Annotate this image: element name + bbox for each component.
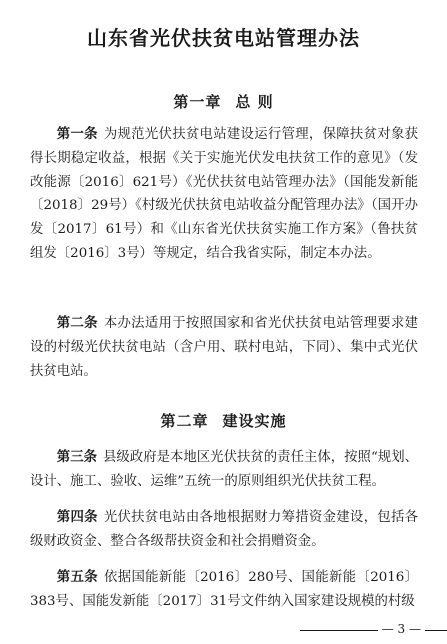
chapter-label: 第二章 (160, 412, 209, 430)
article-5 (30, 566, 418, 614)
article-2 (30, 312, 418, 383)
chapter-heading-1 (0, 91, 447, 112)
article-3 (30, 446, 418, 494)
article-text: 县级政府是本地区光伏扶贫的责任主体，按照“规划、设计、施工、验收、运维”五统一的原则组织光伏扶贫工程。 (30, 450, 418, 489)
article-label: 第二条 (56, 315, 98, 331)
article-1 (30, 123, 418, 266)
article-text: 本办法适用于按照国家和省光伏扶贫电站管理要求建设的村级光伏扶贫电站（含户用、联村电站，下同）、集中式光伏扶贫电站。 (30, 316, 419, 379)
article-text: 光伏扶贫电站由各地根据财力筹措资金建设，包括各级财政资金、整合各级帮扶资金和社会捐赠资金。 (30, 510, 419, 549)
article-text: 为规范光伏扶贫电站建设运行管理，保障扶贫对象获得长期稳定收益，根据《关于实施光伏发电扶贫工作的意见》（发改能源〔2016〕621号）《光伏扶贫电站管理办法》（国能发新能〔2018〕29号）《村级光伏扶贫电站收益分配管理办法》（国开办发〔2017〕61号）和《山东省光伏扶贫实施工作方案》（鲁扶贫组发〔2016〕3号）等规定，结合我省实际，制定本办法。 (30, 127, 419, 261)
chapter-name: 建设实施 (222, 412, 287, 430)
chapter-heading-2 (0, 410, 447, 431)
chapter-label: 第一章 (173, 93, 222, 111)
article-label: 第一条 (56, 126, 98, 142)
article-label: 第五条 (56, 569, 98, 585)
article-label: 第四条 (56, 509, 98, 525)
article-label: 第三条 (56, 449, 97, 465)
chapter-name: 总 则 (235, 93, 274, 111)
page-number: — 3 — (378, 622, 425, 636)
article-4 (30, 506, 418, 554)
article-text: 依据国能新能〔2016〕280号、国能新能〔2016〕383号、国能发新能〔2017〕31号文件纳入国家建设规模的村级 (30, 570, 419, 609)
document-title: 山东省光伏扶贫电站管理办法 (87, 26, 360, 50)
